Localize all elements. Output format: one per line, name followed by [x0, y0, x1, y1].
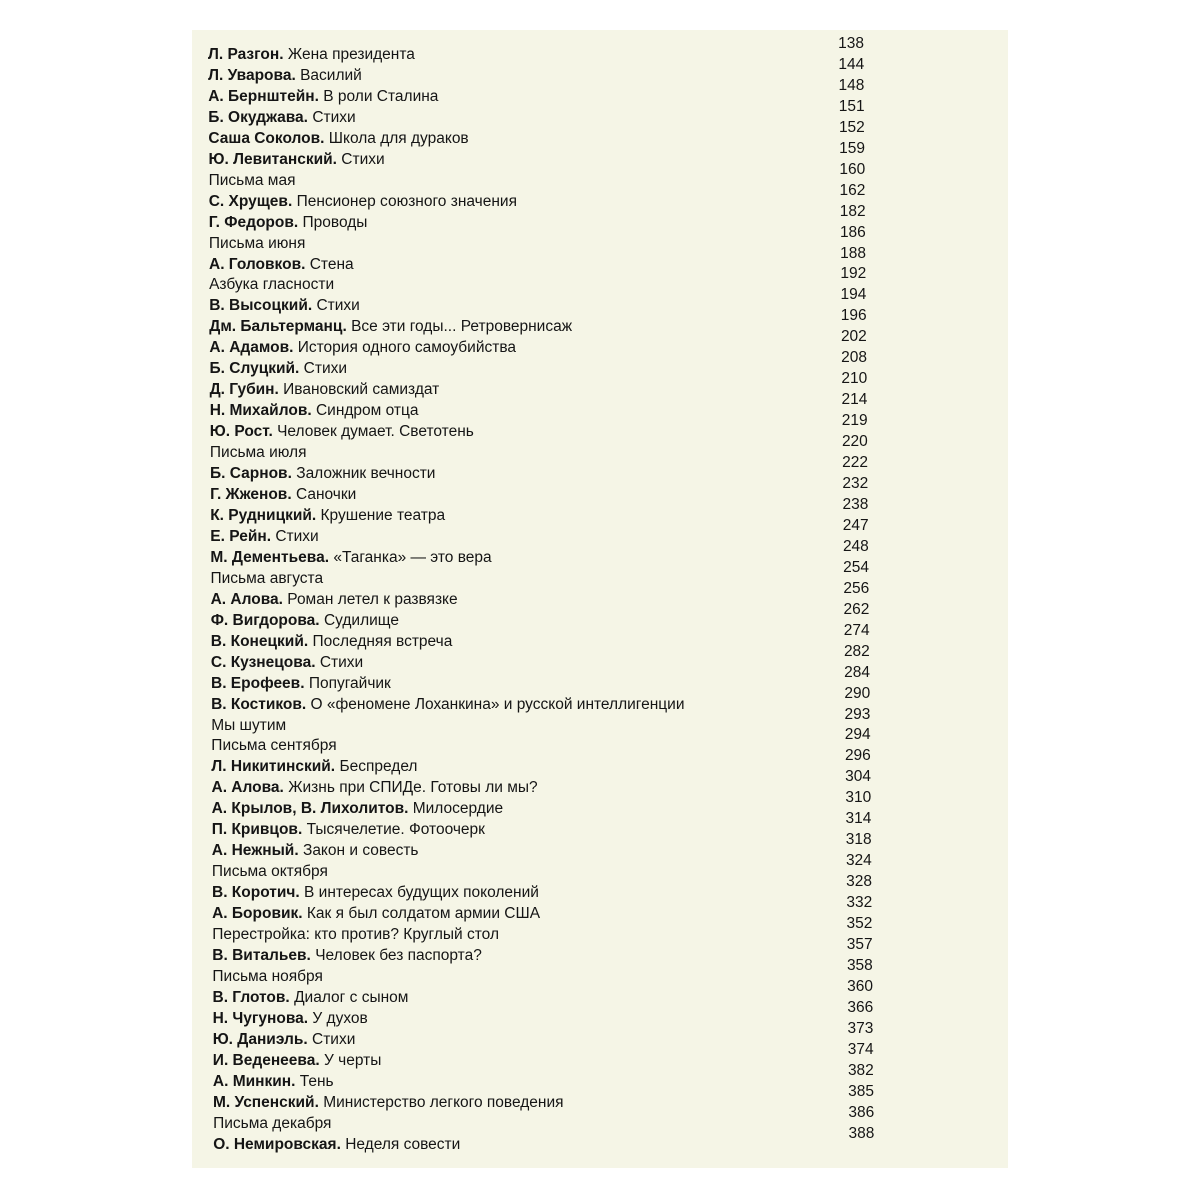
toc-entry [192, 642, 1008, 671]
toc-entry [192, 286, 1008, 315]
toc-author: Б. Сарнов. [210, 465, 292, 483]
toc-author: Л. Никитинский. [211, 758, 336, 776]
toc-author: В. Высоцкий. [209, 297, 313, 315]
toc-title: «Таганка» — это вера [333, 548, 492, 566]
toc-title: Саночки [295, 486, 357, 504]
toc-author: Б. Окуджава. [208, 108, 308, 126]
toc-title: Закон и совесть [302, 842, 419, 860]
toc-page-number: 222 [842, 454, 868, 472]
toc-title: Жена президента [287, 46, 415, 63]
toc-author: Д. Губин. [209, 381, 279, 399]
toc-page-number: 284 [844, 663, 870, 681]
toc-author: Г. Жженов. [210, 486, 292, 504]
toc-author: К. Рудницкий. [210, 506, 317, 524]
toc-page-number: 388 [848, 1124, 875, 1142]
toc-entry [192, 265, 1008, 294]
toc-entry [192, 1019, 1008, 1048]
toc-page-number: 357 [846, 935, 873, 953]
toc-author: А. Алова. [210, 590, 283, 608]
toc-page-number: 182 [839, 202, 866, 220]
toc-entry [192, 370, 1008, 399]
toc-author: П. Кривцов. [211, 821, 303, 839]
toc-title: Стихи [316, 297, 360, 315]
toc-entry [192, 1040, 1008, 1069]
toc-title: В роли Сталина [323, 87, 439, 105]
toc-title: Диалог с сыном [294, 988, 409, 1006]
toc-author: Е. Рейн. [210, 527, 272, 545]
toc-entry [192, 1082, 1008, 1111]
toc-author: Дм. Бальтерманц. [209, 318, 347, 336]
toc-page-number: 324 [845, 852, 872, 870]
toc-entry [192, 76, 1008, 105]
toc-entry [192, 160, 1008, 189]
toc-entry [192, 831, 1008, 860]
toc-page-number: 290 [844, 684, 871, 702]
toc-title: Перестройка: кто против? Круглый стол [212, 926, 499, 944]
toc-author: В. Глотов. [212, 988, 290, 1006]
toc-title: Письма ноября [212, 967, 323, 985]
toc-author: С. Кузнецова. [210, 653, 316, 671]
toc-title: Письма октября [211, 863, 328, 881]
toc-entry [192, 977, 1008, 1006]
toc-page-number: 294 [844, 726, 871, 744]
toc-page-number: 386 [848, 1103, 875, 1121]
toc-entry [192, 873, 1008, 902]
toc-page-number: 232 [842, 475, 869, 493]
toc-page-number: 186 [839, 223, 866, 241]
toc-entry [192, 454, 1008, 483]
toc-title: Стихи [319, 653, 364, 671]
toc-title: Заложник вечности [296, 465, 436, 483]
toc-entry [192, 747, 1008, 776]
toc-page-number: 296 [844, 747, 871, 765]
toc-page-number: 374 [847, 1040, 874, 1058]
toc-author: В. Ерофеев. [211, 674, 305, 692]
toc-title: Письма июня [208, 234, 306, 252]
toc-title: Письма июля [209, 444, 307, 462]
toc-title: В интересах будущих поколений [304, 884, 539, 902]
toc-entry [192, 1061, 1008, 1090]
toc-title: Стихи [275, 527, 319, 545]
toc-author: А. Бернштейн. [208, 87, 319, 105]
toc-author: М. Дементьева. [210, 548, 330, 566]
toc-entry [192, 537, 1008, 566]
toc-entry [192, 1124, 1008, 1153]
toc-entry [192, 852, 1008, 881]
toc-page-number: 196 [840, 307, 867, 325]
toc-entry [192, 956, 1008, 985]
toc-title: Стена [309, 255, 354, 273]
toc-entry [192, 349, 1008, 378]
toc-author: С. Хрущев. [208, 192, 293, 210]
toc-page-number: 254 [843, 558, 869, 576]
toc-entry [192, 118, 1008, 147]
toc-title: Попугайчик [308, 674, 391, 692]
toc-page-number: 214 [841, 391, 868, 409]
toc-title: Неделя совести [345, 1135, 461, 1153]
toc-page-number: 282 [843, 642, 870, 660]
toc-title: Человек думает. Светотень [277, 423, 474, 441]
toc-page-number: 144 [838, 55, 865, 73]
toc-entry [192, 998, 1008, 1027]
toc-entry [192, 139, 1008, 168]
toc-author: М. Успенский. [213, 1093, 319, 1111]
toc-page-number: 256 [843, 579, 870, 597]
toc-title: Как я был солдатом армии США [306, 905, 541, 923]
toc-title: Жизнь при СПИДе. Готовы ли мы? [288, 779, 538, 797]
toc-author: Г. Федоров. [208, 213, 299, 231]
toc-page-number: 152 [838, 118, 865, 136]
toc-title: Стихи [341, 150, 385, 168]
toc-title: Последняя встреча [312, 632, 453, 650]
toc-page-number: 310 [845, 789, 872, 807]
toc-author: В. Коротич. [212, 884, 300, 902]
toc-page-number: 332 [846, 894, 873, 912]
toc-title: Роман летел к развязке [287, 590, 458, 608]
toc-title: Письма мая [208, 171, 296, 189]
toc-entry [192, 202, 1008, 231]
toc-entry-text [213, 1136, 460, 1154]
toc-entry [192, 223, 1008, 252]
toc-title: Ивановский самиздат [283, 381, 440, 399]
toc-page-number: 220 [841, 433, 868, 451]
toc-page-number: 248 [842, 537, 869, 555]
toc-entry [192, 35, 1008, 63]
toc-title: Мы шутим [211, 716, 287, 734]
toc-title: Синдром отца [315, 402, 419, 420]
toc-title: Азбука гласности [209, 276, 335, 294]
toc-entry [192, 181, 1008, 210]
toc-title: Письма декабря [213, 1114, 332, 1132]
toc-author: И. Веденеева. [212, 1051, 320, 1069]
toc-title: Проводы [302, 213, 368, 231]
toc-page-number: 382 [847, 1061, 874, 1079]
toc-entry [192, 433, 1008, 462]
toc-author: А. Минкин. [212, 1072, 296, 1090]
toc-title: История одного самоубийства [297, 339, 517, 357]
toc-entry [192, 97, 1008, 126]
toc-entry [192, 684, 1008, 713]
toc-page-number: 328 [846, 873, 872, 891]
toc-author: Н. Михайлов. [209, 402, 312, 420]
toc-title: Тень [299, 1072, 334, 1090]
toc-page-number: 352 [846, 915, 873, 933]
toc-title: Беспредел [339, 758, 418, 776]
toc-entry [192, 621, 1008, 650]
toc-title: Крушение театра [320, 506, 446, 524]
toc-page-number: 304 [845, 768, 871, 786]
toc-title: О «феномене Лоханкина» и русской интеллигенции [310, 695, 685, 713]
toc-page-number: 373 [847, 1019, 874, 1037]
table-of-contents [192, 35, 1008, 1153]
toc-entry [192, 789, 1008, 818]
toc-entry [192, 600, 1008, 629]
toc-author: А. Нежный. [211, 842, 299, 860]
toc-page-number: 262 [843, 600, 870, 618]
toc-entry [192, 894, 1008, 923]
toc-author: А. Головков. [209, 255, 306, 273]
toc-page-number: 160 [839, 160, 866, 178]
toc-entry [192, 412, 1008, 441]
toc-entry [192, 579, 1008, 608]
toc-entry [192, 516, 1008, 545]
toc-page-number: 385 [848, 1082, 874, 1100]
toc-entry [192, 307, 1008, 336]
toc-author: А. Алова. [211, 779, 284, 797]
toc-entry [192, 55, 1008, 84]
toc-author: А. Боровик. [212, 905, 303, 923]
toc-author: В. Костиков. [211, 695, 307, 713]
toc-author: Н. Чугунова. [212, 1009, 309, 1027]
toc-author: О. Немировская. [213, 1135, 341, 1153]
toc-page-number: 194 [840, 286, 867, 304]
toc-author: В. Конецкий. [210, 632, 309, 650]
toc-title: Все эти годы... Ретровернисаж [351, 318, 573, 336]
toc-author: Б. Слуцкий. [209, 360, 300, 378]
toc-title: Стихи [312, 1030, 356, 1048]
toc-entry [192, 705, 1008, 734]
toc-author: Л. Разгон. [208, 46, 284, 63]
toc-entry [192, 810, 1008, 839]
toc-author: В. Витальев. [212, 946, 311, 964]
toc-entry [192, 391, 1008, 420]
toc-page-number: 192 [840, 265, 867, 283]
toc-title: Письма августа [210, 569, 324, 587]
toc-author: Ю. Левитанский. [208, 150, 337, 168]
toc-entry [192, 1103, 1008, 1132]
toc-page-number: 210 [841, 370, 868, 388]
toc-entry [192, 328, 1008, 357]
toc-entry [192, 726, 1008, 755]
toc-page-number: 138 [838, 35, 864, 52]
toc-title: Человек без паспорта? [315, 946, 482, 964]
toc-page-number: 159 [839, 139, 865, 157]
toc-page-number: 247 [842, 516, 869, 534]
toc-author: А. Адамов. [209, 339, 294, 357]
toc-page-number: 188 [840, 244, 866, 262]
toc-page-number: 151 [838, 97, 865, 115]
toc-entry [192, 558, 1008, 587]
toc-entry [192, 768, 1008, 797]
toc-title: Школа для дураков [328, 129, 469, 147]
toc-title: Судилище [323, 611, 399, 629]
toc-page-number: 314 [845, 810, 872, 828]
toc-title: У черты [324, 1051, 382, 1069]
toc-title: У духов [312, 1009, 368, 1027]
toc-title: Василий [300, 66, 362, 84]
book-page [192, 30, 1008, 1168]
toc-page-number: 274 [843, 621, 870, 639]
toc-title: Письма сентября [211, 737, 337, 755]
toc-title: Стихи [303, 360, 348, 378]
toc-title: Министерство легкого поведения [323, 1093, 564, 1111]
toc-page-number: 366 [847, 998, 874, 1016]
toc-page-number: 358 [846, 956, 873, 974]
toc-entry [192, 244, 1008, 273]
toc-page-number: 202 [840, 328, 867, 346]
toc-title: Тысячелетие. Фотоочерк [306, 821, 485, 839]
toc-author: Ю. Даниэль. [212, 1030, 308, 1048]
toc-page-number: 148 [838, 76, 865, 94]
toc-page-number: 360 [847, 977, 873, 995]
toc-author: А. Крылов, В. Лихолитов. [211, 800, 409, 818]
toc-page-number: 208 [841, 349, 867, 367]
toc-page-number: 238 [842, 495, 869, 513]
toc-title: Милосердие [412, 800, 504, 818]
toc-entry [192, 663, 1008, 692]
toc-page-number: 318 [845, 831, 872, 849]
toc-author: Саша Соколов. [208, 129, 325, 147]
toc-title: Пенсионер союзного значения [296, 192, 517, 210]
toc-author: Л. Уварова. [208, 66, 296, 84]
toc-title: Стихи [312, 108, 356, 126]
toc-page-number: 162 [839, 181, 866, 199]
toc-author: Ф. Вигдорова. [210, 611, 320, 629]
toc-page-number: 293 [844, 705, 871, 723]
toc-author: Ю. Рост. [209, 423, 273, 441]
toc-page-number: 219 [841, 412, 868, 430]
